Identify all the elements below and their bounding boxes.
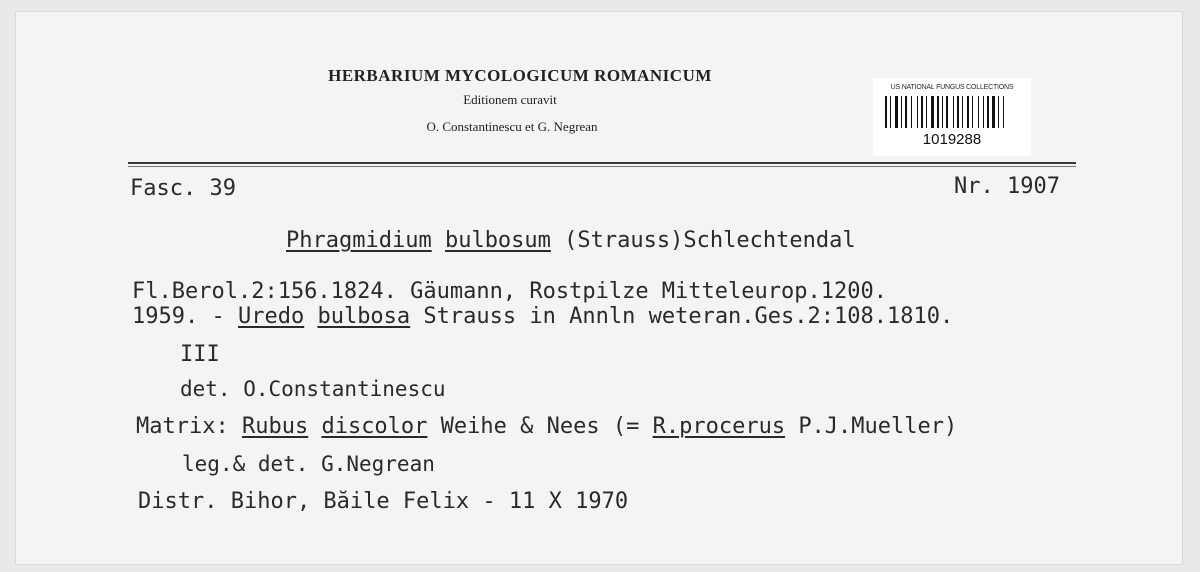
editors-line: O. Constantinescu et G. Negrean bbox=[426, 119, 598, 134]
host-species: discolor bbox=[321, 414, 428, 439]
citation-line-1: Fl.Berol.2:156.1824. Gäumann, Rostpilze Mitteleurop.1200. bbox=[132, 279, 887, 304]
fascicle-number: Fasc. 39 bbox=[130, 176, 236, 201]
host-genus: Rubus bbox=[241, 414, 309, 439]
citation-line-2 bbox=[132, 304, 953, 329]
taxon-genus: Phragmidium bbox=[286, 228, 432, 253]
locality: Distr. Bihor, Băile Felix - 11 X 1970 bbox=[138, 489, 629, 514]
host-authority: Weihe & Nees (= bbox=[440, 414, 640, 439]
synonym-genus: Uredo bbox=[237, 304, 305, 329]
barcode-sticker bbox=[873, 78, 1031, 156]
institution-title: HERBARIUM MYCOLOGICUM ROMANICUM bbox=[328, 66, 712, 85]
matrix-line bbox=[136, 414, 957, 439]
citation-prefix: 1959. - bbox=[132, 304, 238, 329]
determination: det. O.Constantinescu bbox=[180, 377, 446, 401]
taxon-name bbox=[286, 228, 856, 253]
exsiccata-number: Nr. 1907 bbox=[954, 174, 1060, 199]
collector: leg.& det. G.Negrean bbox=[182, 452, 435, 476]
edition-line: Editionem curavit bbox=[463, 92, 557, 107]
barcode-number: 1019288 bbox=[922, 131, 982, 148]
spore-stage: III bbox=[180, 342, 220, 367]
barcode-caption: US NATIONAL FUNGUS COLLECTIONS bbox=[890, 84, 1014, 91]
synonym-authority: Strauss in Annln weteran.Ges.2:108.1810. bbox=[423, 304, 954, 329]
synonym-species: bulbosa bbox=[317, 304, 411, 329]
host-synonym: R.procerus bbox=[652, 414, 786, 439]
host-synonym-authority: P.J.Mueller) bbox=[798, 414, 958, 439]
header-divider bbox=[128, 162, 1076, 164]
header-divider-thin bbox=[128, 166, 1076, 167]
matrix-label: Matrix: bbox=[136, 414, 229, 439]
taxon-species: bulbosum bbox=[444, 228, 551, 253]
taxon-authority: (Strauss)Schlechtendal bbox=[564, 228, 856, 253]
barcode-icon bbox=[885, 96, 1019, 128]
